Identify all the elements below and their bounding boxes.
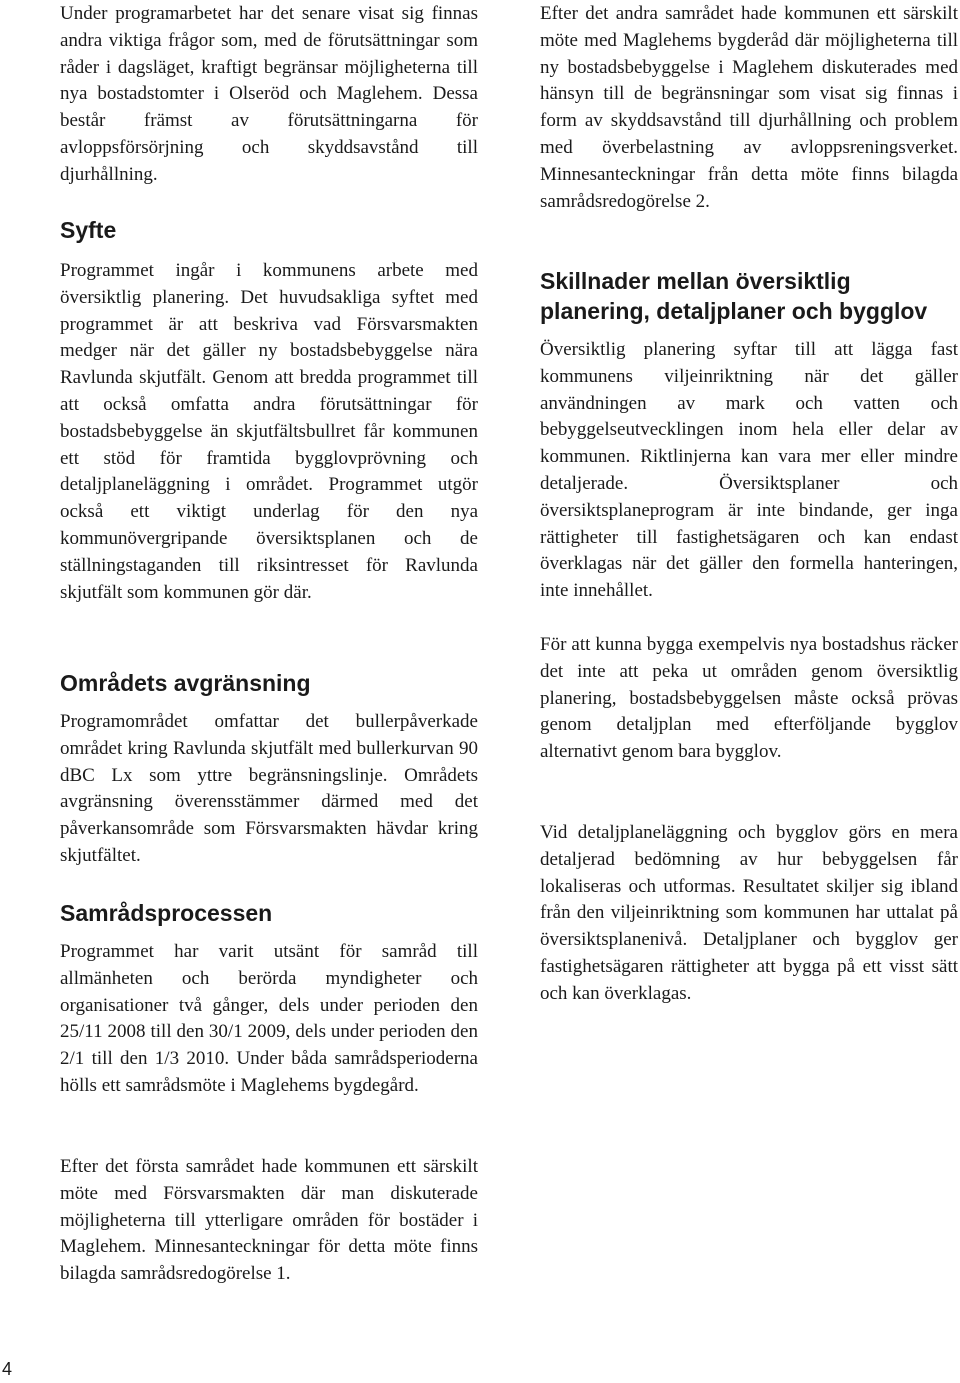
avgransning-heading: Områdets avgränsning	[60, 670, 311, 696]
forsta-samrad-paragraph: Efter det första samrådet hade kommunen ett särskilt möte med Försvarsmakten där man diskuterade möjligheterna till ytterligare områden för bostäder i Maglehem. Minnesanteckningar för detta möte finns bilagda samrådsredogörelse 1.	[60, 1156, 478, 1285]
skillnader-paragraph-1: Översiktlig planering syftar till att lägga fast kommunens viljeinriktning när det gäller användningen av mark och vatten och bebyggelseutvecklingen inom hela eller delar av kommunen. Riktlinjerna kan vara mer eller mindre detaljerade. Översiktsplaner och översiktsplaneprogram är inte bindande, ger inga rättigheter till fastighetsägaren och kan endast överklagas när det gäller den formella hanteringen, inte innehållet.	[540, 339, 958, 602]
syfte-paragraph: Programmet ingår i kommunens arbete med översiktlig planering. Det huvudsakliga syftet med programmet är att beskriva vad Försvarsmakten medger när det gäller ny bostadsbebyggelse nära Ravlunda skjutfält. Genom att bredda programmet till att också omfatta andra förutsättningar för bostadsbebyggelse än skjutfältsbullret får kommunen ett stöd för framtida bygglovprövning och detaljplaneläggning i området. Programmet utgör också ett viktigt underlag för den nya kommunövergripande översiktsplanen och de ställningstaganden till riksintresset för Ravlunda skjutfält som kommunen gör där.	[60, 260, 478, 603]
intro-paragraph: Under programarbetet har det senare visat sig finnas andra viktiga frågor som, med de förutsättningar som råder i dagsläget, kraftigt begränsar möjligheterna till nya bostadstomter i Olseröd och Maglehem. Dessa består främst av förutsättningarna för avloppsförsörjning och skyddsavstånd till djurhållning.	[60, 3, 478, 185]
skillnader-paragraph-3: Vid detaljplaneläggning och bygglov görs en mera detaljerad bedömning av hur bebyggelsen får lokaliseras och utformas. Resultatet skiljer sig ibland från den viljeinriktning som kommunen har uttalat på översiktsplanenivå. Detaljplaner och bygglov ger fastighetsägaren rättigheter att bygga på ett visst sätt och kan överklagas.	[540, 822, 958, 1004]
andra-samrad-paragraph: Efter det andra samrådet hade kommunen ett särskilt möte med Maglehems bygderåd där möjligheterna till ny bostadsbebyggelse i Maglehem diskuterades med hänsyn till de begränsningar som visat sig finnas i form av skyddsavstånd till djurhållning och problem med överbelastning av avloppsreningsverket. Minnesanteckningar från detta möte finns bilagda samrådsredogörelse 2.	[540, 3, 958, 212]
skillnader-heading: Skillnader mellan översiktlig planering, detaljplaner och bygglov	[540, 268, 928, 324]
samrad-heading: Samrådsprocessen	[60, 900, 273, 926]
page-number: 4	[2, 1359, 13, 1379]
skillnader-paragraph-2: För att kunna bygga exempelvis nya bostadshus räcker det inte att peka ut områden genom översiktlig planering, bostadsbebyggelsen måste också prövas genom detaljplan med efterföljande bygglov alternativt genom bara bygglov.	[540, 634, 958, 763]
avgransning-paragraph: Programområdet omfattar det bullerpåverkade området kring Ravlunda skjutfält med bullerkurvan 90 dBC Lx som yttre begränsningslinje. Områdets avgränsning överensstämmer därmed med det påverkansområde som Försvarsmakten hävdar kring skjutfältet.	[60, 711, 478, 866]
samrad-paragraph: Programmet har varit utsänt för samråd till allmänheten och berörda myndigheter och organisationer två gånger, dels under perioden den 25/11 2008 till den 30/1 2009, dels under perioden den 2/1 till den 1/3 2010. Under båda samrådsperioderna hölls ett samrådsmöte i Maglehems bygdegård.	[60, 941, 478, 1096]
syfte-heading: Syfte	[60, 217, 117, 243]
